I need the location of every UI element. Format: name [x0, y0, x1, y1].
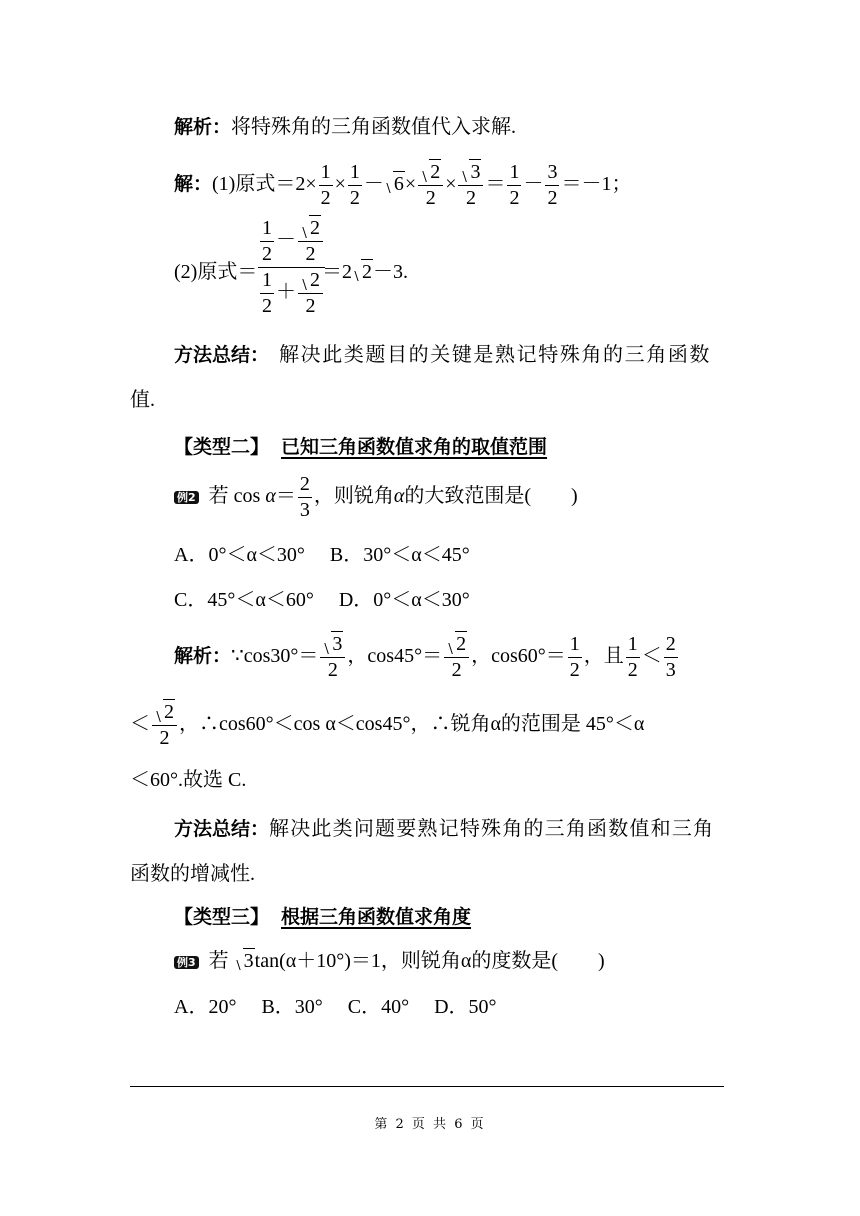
expr-text: － — [523, 173, 544, 196]
expr-text: ＝－1； — [561, 173, 632, 196]
method-summary-1: 方法总结： 解决此类题目的关键是熟记特殊角的三角函数 — [174, 344, 712, 366]
example-2-options-2: C．45°＜α＜60° D．0°＜α＜30° — [174, 589, 470, 611]
complex-denominator: $\frac{1}{2}$ ＋ $\frac{2}{2}$ — [258, 268, 325, 317]
fraction: $\frac{1}{2}$ — [349, 161, 360, 209]
expr-text: × — [404, 173, 417, 196]
type3-label: 【类型三】 — [174, 906, 270, 928]
example-badge: 例2 — [174, 491, 199, 504]
fraction: $\frac{3}{2}$ — [458, 162, 483, 209]
example-3: 例3 若 3tan(α＋10°)＝1，则锐角α的度数是( ) — [174, 951, 605, 971]
solution-2-tail: ＝2 2－3. — [322, 261, 408, 283]
solution-2-line-2: ＜ $\frac{2}{2}$ ，∴cos60°＜cos α＜cos45°，∴锐角α的范围是 45°＜α — [130, 701, 645, 749]
type3-title: 根据三角函数值求角度 — [281, 906, 472, 928]
sqrt: 6 — [384, 174, 405, 194]
method-summary-1-cont: 值. — [130, 389, 155, 411]
example-3-options: A．20° B．30° C．40° D．50° — [174, 996, 497, 1018]
expr-text: × — [334, 173, 346, 196]
solution-1-line — [174, 162, 631, 209]
solution-2-line-1: 解析：∵cos30°＝ $\frac{3}{2}$ ，cos45°＝ $\frac{2}{2}$ ，cos60°＝ $\frac{1}{2}$ ，且 $\frac{1}{2}$ ＜ $\frac{2}{3}$ — [174, 633, 676, 681]
analysis-text: 将特殊角的三角函数值代入求解. — [231, 116, 517, 138]
fraction: $\frac{3}{2}$ — [547, 161, 558, 209]
complex-numerator: $\frac{1}{2}$ － $\frac{2}{2}$ — [258, 218, 325, 268]
footer-rule — [130, 1086, 724, 1087]
type3-heading — [174, 907, 471, 927]
complex-fraction — [258, 218, 325, 317]
method-summary-2-cont: 函数的增减性. — [130, 863, 255, 885]
method-summary-2: 方法总结：解决此类问题要熟记特殊角的三角函数值和三角 — [174, 818, 715, 840]
solution-2-line-3: ＜60°.故选 C. — [130, 769, 247, 791]
type2-heading — [174, 437, 547, 457]
example-2: 例2 若 cos α＝ $\frac{2}{3}$ ，则锐角α的大致范围是( ) — [174, 474, 578, 521]
expr-text: ＝ — [485, 173, 506, 196]
expr-text: (1)原式＝2× — [212, 173, 317, 196]
solution-label: 解： — [174, 173, 213, 196]
analysis-line-1 — [174, 117, 516, 137]
page-footer: 第 2 页 共 6 页 — [374, 1117, 486, 1132]
expr-text: × — [445, 173, 457, 196]
fraction: $\frac{1}{2}$ — [509, 161, 520, 209]
method-label: 方法总结： — [174, 344, 270, 366]
type2-label: 【类型二】 — [174, 436, 270, 458]
fraction: $\frac{2}{2}$ — [418, 162, 443, 209]
example-badge: 例3 — [174, 956, 199, 969]
analysis-label: 解析： — [174, 116, 232, 138]
solution-2-lead: (2)原式＝ — [174, 261, 258, 283]
type2-title: 已知三角函数值求角的取值范围 — [281, 436, 548, 458]
fraction: $\frac{1}{2}$ — [320, 161, 331, 209]
example-2-options-1: A．0°＜α＜30° B．30°＜α＜45° — [174, 544, 470, 566]
expr-text: － — [363, 173, 384, 196]
